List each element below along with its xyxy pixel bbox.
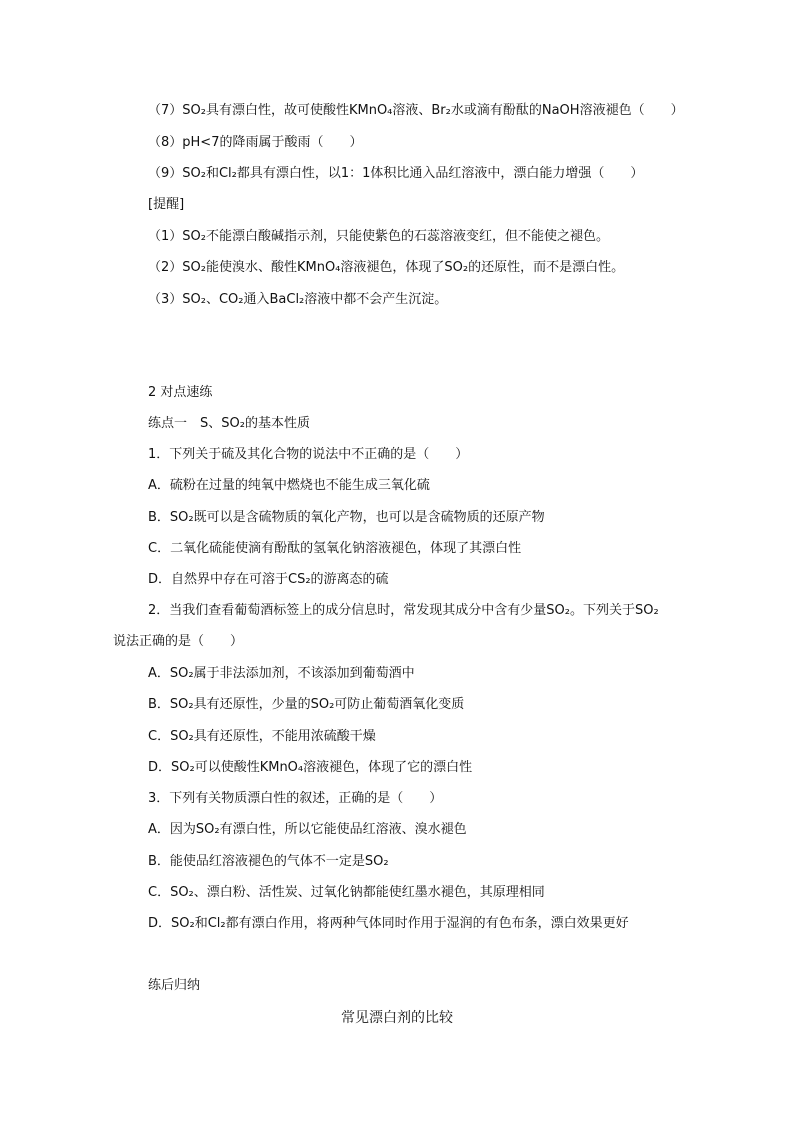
reminder-item-2: （2）SO₂能使溴水、酸性KMnO₄溶液褪色，体现了SO₂的还原性，而不是漂白性。	[148, 260, 625, 275]
reminder-item-1: （1）SO₂不能漂白酸碱指示剂，只能使紫色的石蕊溶液变红，但不能使之褪色。	[148, 229, 609, 244]
question-1-option-c: C．二氧化硫能使滴有酚酞的氢氧化钠溶液褪色，体现了其漂白性	[148, 541, 522, 556]
table-title: 常见漂白剂的比较	[341, 1010, 453, 1026]
review-item-8: （8）pH<7的降雨属于酸雨（ ）	[148, 135, 363, 150]
question-2-option-a: A．SO₂属于非法添加剂，不该添加到葡萄酒中	[148, 666, 415, 681]
section-title: 2 对点速练	[148, 385, 213, 400]
question-1-option-d: D．自然界中存在可溶于CS₂的游离态的硫	[148, 572, 389, 587]
review-item-7: （7）SO₂具有漂白性，故可使酸性KMnO₄溶液、Br₂水或滴有酚酞的NaOH溶液褪色（ ）	[148, 103, 684, 118]
summary-heading: 练后归纳	[148, 978, 201, 993]
point-title: 练点一 S、SO₂的基本性质	[148, 416, 310, 431]
question-2-stem: 2．当我们查看葡萄酒标签上的成分信息时，常发现其成分中含有少量SO₂。下列关于SO₂	[148, 603, 659, 618]
reminder-item-3: （3）SO₂、CO₂通入BaCl₂溶液中都不会产生沉淀。	[148, 292, 448, 307]
question-2-option-b: B．SO₂具有还原性，少量的SO₂可防止葡萄酒氧化变质	[148, 697, 465, 712]
question-2-option-c: C．SO₂具有还原性，不能用浓硫酸干燥	[148, 729, 376, 744]
question-3-stem: 3．下列有关物质漂白性的叙述，正确的是（ ）	[148, 791, 443, 806]
question-1-stem: 1．下列关于硫及其化合物的说法中不正确的是（ ）	[148, 447, 469, 462]
question-3-option-d: D．SO₂和Cl₂都有漂白作用，将两种气体同时作用于湿润的有色布条，漂白效果更好	[148, 916, 629, 931]
question-3-option-b: B．能使品红溶液褪色的气体不一定是SO₂	[148, 854, 389, 869]
reminder-heading: [提醒]	[148, 197, 185, 212]
question-1-option-a: A．硫粉在过量的纯氧中燃烧也不能生成三氧化硫	[148, 478, 430, 493]
question-3-option-c: C．SO₂、漂白粉、活性炭、过氧化钠都能使红墨水褪色，其原理相同	[148, 885, 545, 900]
question-1-option-b: B．SO₂既可以是含硫物质的氧化产物，也可以是含硫物质的还原产物	[148, 510, 545, 525]
question-3-option-a: A．因为SO₂有漂白性，所以它能使品红溶液、溴水褪色	[148, 822, 467, 837]
review-item-9: （9）SO₂和Cl₂都具有漂白性，以1：1体积比通入品红溶液中，漂白能力增强（ ）	[148, 166, 644, 181]
question-2-option-d: D．SO₂可以使酸性KMnO₄溶液褪色，体现了它的漂白性	[148, 760, 473, 775]
question-2-stem-continued: 说法正确的是（ ）	[113, 634, 244, 649]
